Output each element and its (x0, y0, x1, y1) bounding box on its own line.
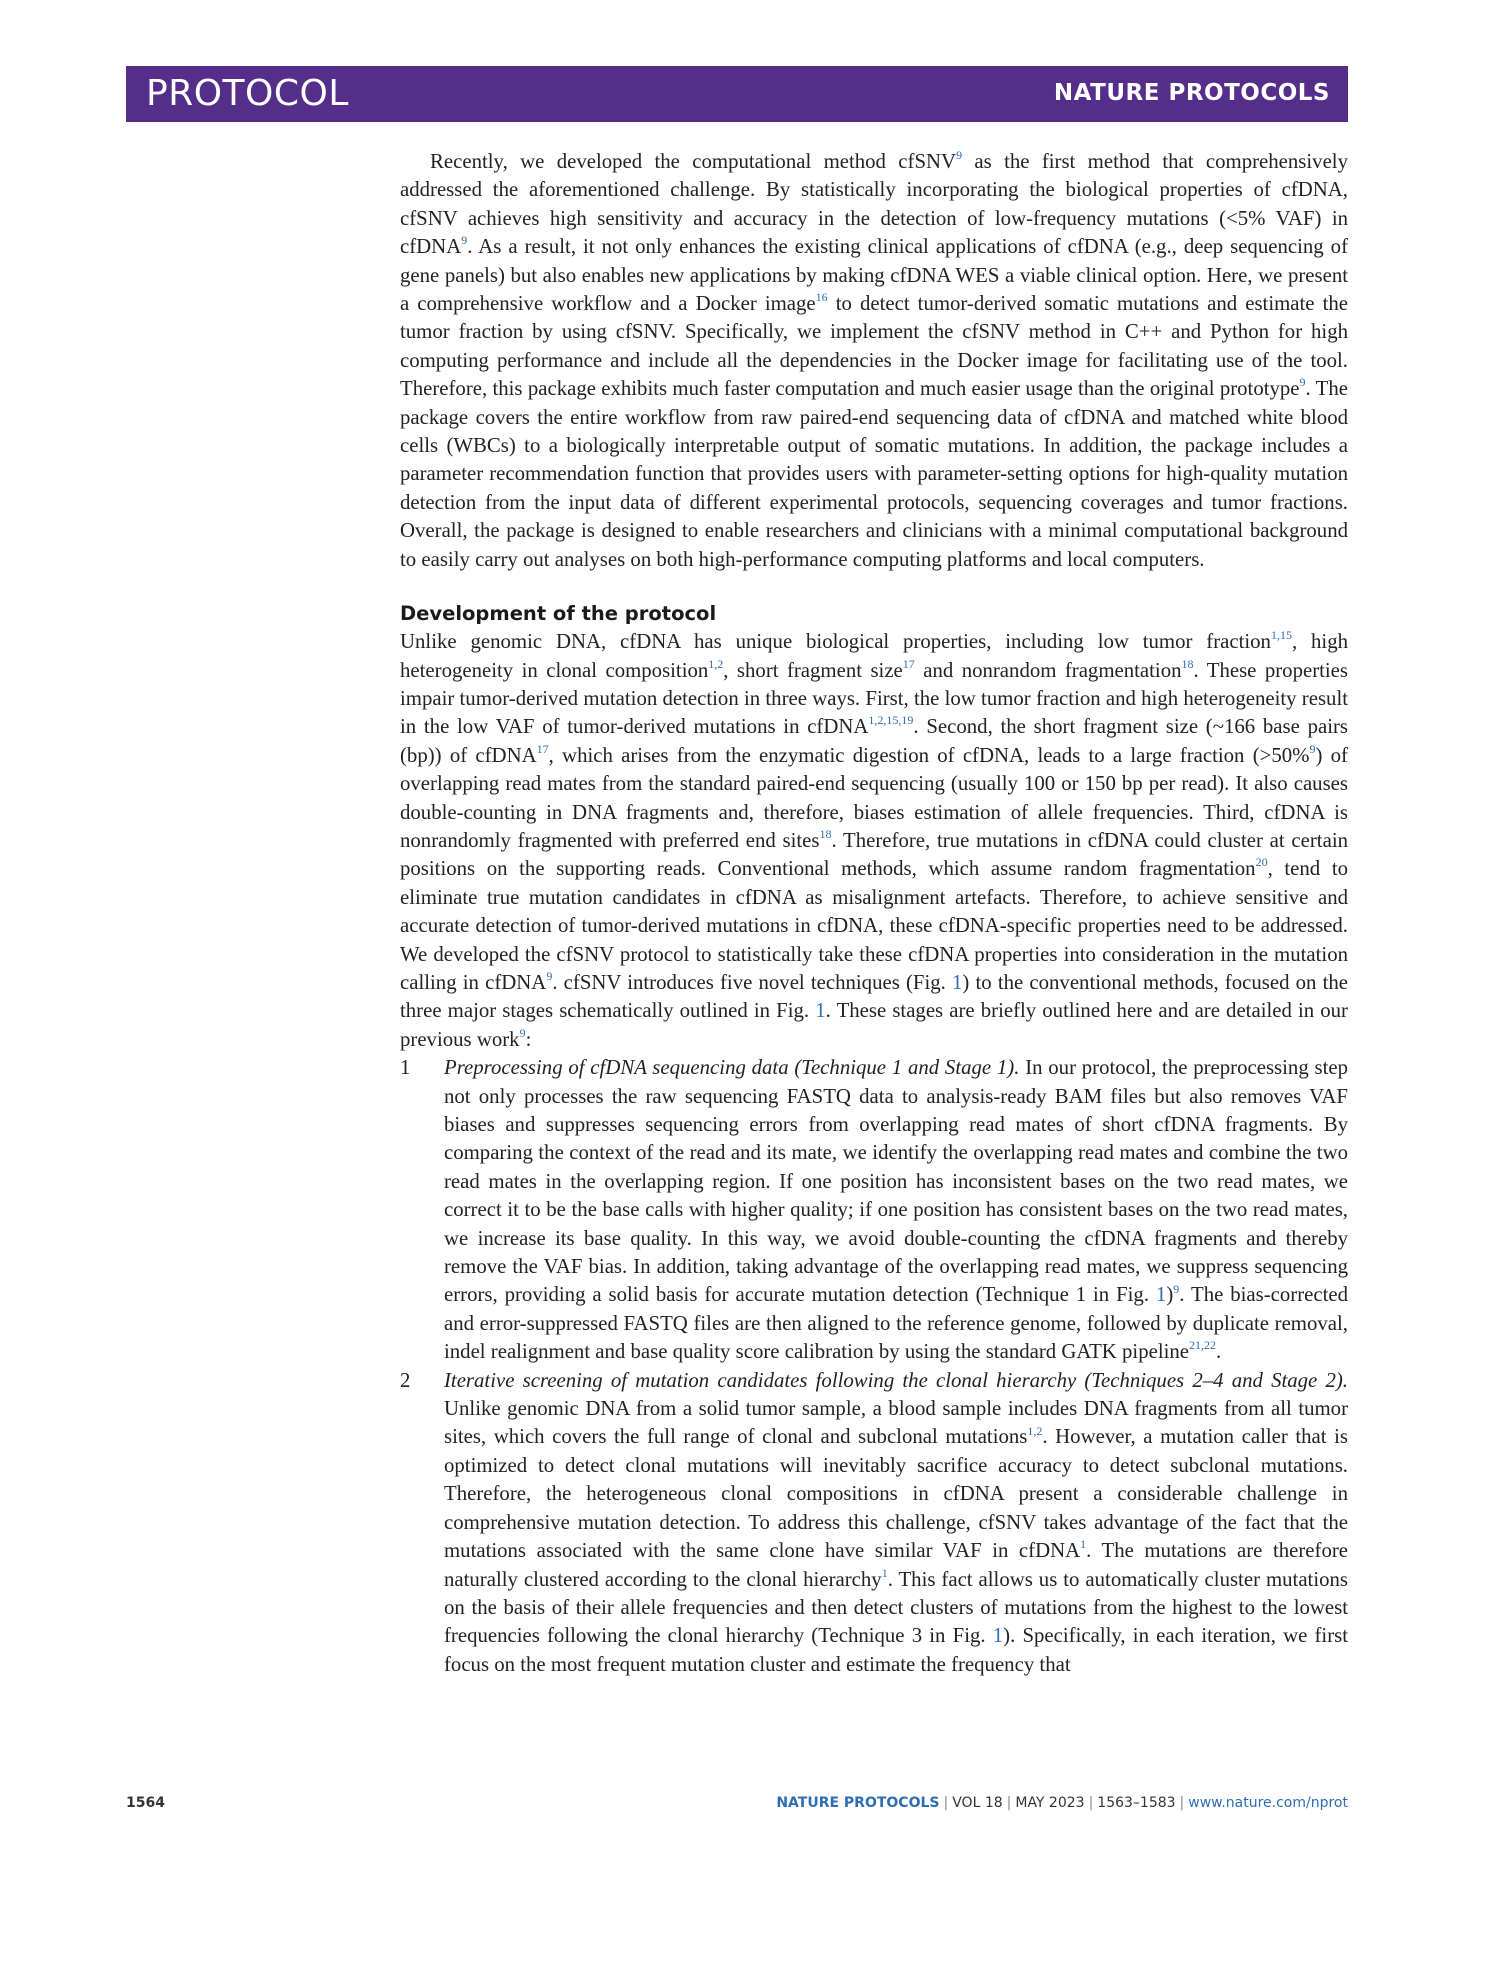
numbered-list (400, 1054, 1348, 1679)
intro-paragraph: Recently, we developed the computational method cfSNV$^9$ as the first method that comprehensively addressed the aforementioned challenge. By statistically incorporating the biological properties of cfDNA, cfSNV achieves high sensitivity and accuracy in the detection of low-frequency mutations (<5% VAF) in cfDNA$^9$. As a result, it not only enhances the existing clinical applications of cfDNA (e.g., deep sequencing of gene panels) but also enables new applications by making cfDNA WES a viable clinical option. Here, we present a comprehensive workflow and a Docker image$^{16}$ to detect tumor-derived somatic mutations and estimate the tumor fraction by using cfSNV. Specifically, we implement the cfSNV method in C++ and Python for high computing performance and include all the dependencies in the Docker image for facilitating use of the tool. Therefore, this package exhibits much faster computation and much easier usage than the original prototype$^9$. The package covers the entire workflow from raw paired-end sequencing data of cfDNA and matched white blood cells (WBCs) to a biologically interpretable output of somatic mutations. In addition, the package includes a parameter recommendation function that provides users with parameter-setting options for high-quality mutation detection from the input data of different experimental protocols, sequencing coverages and tumor fractions. Overall, the package is designed to enable researchers and clinicians with a minimal computational background to easily carry out analyses on both high-performance computing platforms and local computers. (400, 148, 1348, 571)
list-item: 2 Iterative screening of mutation candidates following the clonal hierarchy (Techniques 2–4 and Stage 2). Unlike genomic DNA from a solid tumor sample, a blood sample includes DNA fragments from all tumor sites, which covers the full range of clonal and subclonal mutations$^{1,2}$. However, a mutation caller that is optimized to detect clonal mutations will inevitably sacrifice accuracy to detect subclonal mutations. Therefore, the heterogeneous clonal compositions in cfDNA present a considerable challenge in comprehensive mutation detection. To address this challenge, cfSNV takes advantage of the fact that the mutations associated with the same clone have similar VAF in cfDNA$^1$. The mutations are therefore naturally clustered according to the clonal hierarchy$^1$. This fact allows us to automatically cluster mutations on the basis of their allele frequencies and then detect clusters of mutations from the highest to the lowest frequencies following the clonal hierarchy (Technique 3 in Fig. 1). Specifically, in each iteration, we first focus on the most frequent mutation cluster and estimate the frequency that (400, 1368, 1348, 1676)
citation-link[interactable]: 1,15 (1270, 628, 1292, 643)
citation-link[interactable]: 1,2 (708, 656, 724, 671)
figure-link[interactable]: 1 (1155, 1283, 1167, 1307)
citation-link[interactable]: 9 (1309, 741, 1316, 756)
citation-link[interactable]: 18 (819, 827, 832, 842)
journal-name: NATURE PROTOCOLS (776, 1795, 940, 1811)
journal-url-link[interactable]: www.nature.com/nprot (1188, 1795, 1348, 1811)
figure-link[interactable]: 1 (992, 1624, 1004, 1648)
citation-link[interactable]: 1,2 (1027, 1423, 1043, 1438)
running-header (126, 66, 1348, 122)
section-paragraph: Unlike genomic DNA, cfDNA has unique biological properties, including low tumor fraction$^{1,15}$, high heterogeneity in clonal composition$^{1,2}$, short fragment size$^{17}$ and nonrandom fragmentation$^{18}$. These properties impair tumor-derived mutation detection in three ways. First, the low tumor fraction and high heterogeneity result in the low VAF of tumor-derived mutations in cfDNA$^{1,2,15,19}$. Second, the short fragment size (~166 base pairs (bp)) of cfDNA$^{17}$, which arises from the enzymatic digestion of cfDNA, leads to a large fraction (>50%$^9$) of overlapping read mates from the standard paired-end sequencing (usually 100 or 150 bp per read). It also causes double-counting in DNA fragments and, therefore, biases estimation of allele frequencies. Third, cfDNA is nonrandomly fragmented with preferred end sites$^{18}$. Therefore, true mutations in cfDNA could cluster at certain positions on the supporting reads. Conventional methods, which assume random fragmentation$^{20}$, tend to eliminate true mutation candidates in cfDNA as misalignment artefacts. Therefore, to achieve sensitive and accurate detection of tumor-derived mutations in cfDNA, these cfDNA-specific properties need to be addressed. We developed the cfSNV protocol to statistically take these cfDNA properties into consideration in the mutation calling in cfDNA$^9$. cfSNV introduces five novel techniques (Fig. 1) to the conventional methods, focused on the three major stages schematically outlined in Fig. 1. These stages are briefly outlined here and are detailed in our previous work$^9$: (400, 628, 1349, 1051)
citation-link[interactable]: 1,2,15,19 (868, 713, 914, 728)
section-label: PROTOCOL (146, 73, 349, 114)
citation-link[interactable]: 9 (461, 233, 468, 248)
list-item: 1 Preprocessing of cfDNA sequencing data (Technique 1 and Stage 1). In our protocol, the preprocessing step not only processes the raw sequencing FASTQ data to analysis-ready BAM files but also removes VAF biases and suppresses sequencing errors from overlapping read mates of short cfDNA fragments. By comparing the context of the read and its mate, we identify the overlapping read mates and combine the two read mates in the overlapping region. If one position has inconsistent bases on the two read mates, we correct it to be the base calls with higher quality; if one position has consistent bases on the two read mates, we increase its base quality. In this way, we avoid double-counting the cfDNA fragments and thereby remove the VAF bias. In addition, taking advantage of the overlapping read mates, we suppress sequencing errors, providing a solid basis for accurate mutation detection (Technique 1 in Fig. 1)$^9$. The bias-corrected and error-suppressed FASTQ files are then aligned to the reference genome, followed by duplicate removal, indel realignment and base quality score calibration by using the standard GATK pipeline$^{21,22}$. (400, 1056, 1348, 1364)
journal-label: NATURE PROTOCOLS (1053, 80, 1330, 106)
article-body (400, 148, 1348, 1679)
list-item-number: 2 (400, 1368, 411, 1392)
citation-link[interactable]: 9 (1173, 1281, 1180, 1296)
figure-link[interactable]: 1 (815, 999, 826, 1023)
citation-link[interactable]: 17 (536, 741, 549, 756)
citation-link[interactable]: 9 (546, 969, 553, 984)
citation-link[interactable]: 9 (956, 148, 963, 163)
citation-link[interactable]: 16 (815, 290, 828, 305)
citation-link[interactable]: 9 (519, 1025, 526, 1040)
citation-link[interactable]: 9 (1299, 375, 1306, 390)
section-heading: Development of the protocol (400, 602, 717, 626)
citation-link[interactable]: 18 (1181, 656, 1194, 671)
figure-link[interactable]: 1 (952, 970, 963, 994)
volume: VOL 18 (952, 1795, 1003, 1811)
citation-link[interactable]: 17 (902, 656, 915, 671)
page-number: 1564 (126, 1795, 165, 1811)
citation-link[interactable]: 1 (881, 1565, 888, 1580)
citation-link[interactable]: 20 (1255, 855, 1268, 870)
issue-date: MAY 2023 (1015, 1795, 1085, 1811)
citation-link[interactable]: 1 (1080, 1537, 1087, 1552)
citation-info: NATURE PROTOCOLS | VOL 18 | MAY 2023 | 1563–1583 | www.nature.com/nprot (776, 1795, 1348, 1811)
citation-link[interactable]: 21,22 (1189, 1338, 1217, 1353)
list-item-number: 1 (400, 1056, 411, 1080)
page-range: 1563–1583 (1097, 1795, 1176, 1811)
